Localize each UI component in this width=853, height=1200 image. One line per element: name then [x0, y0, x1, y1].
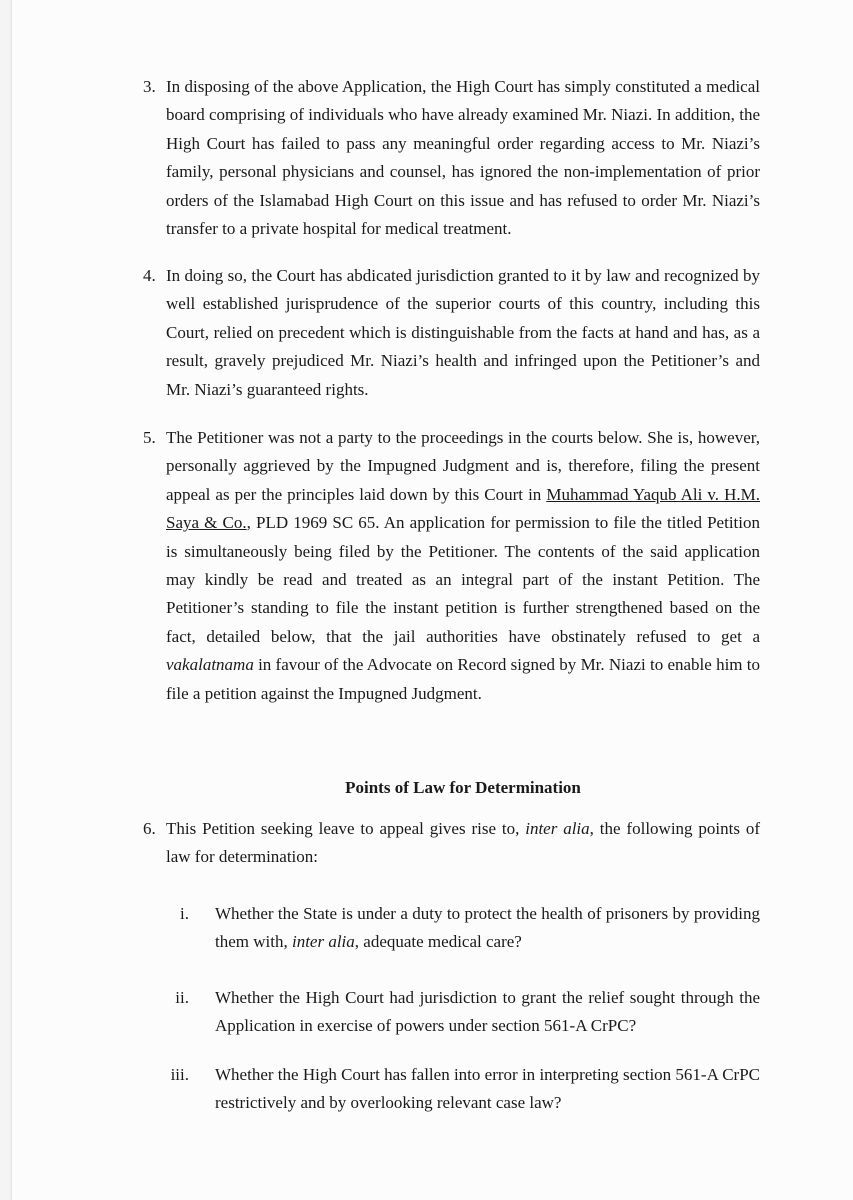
italic-term: inter alia [291, 932, 355, 952]
case-citation-link: Muhammad Yaqub Ali v. H.M. Saya & Co. [166, 484, 761, 533]
paragraph-5-part3: in favour of the Advocate on Record signed by Mr. Niazi to enable him to file a petition against the Impugned Judgment. [166, 655, 760, 703]
section-heading: Points of Law for Determination [345, 778, 581, 797]
paragraph-4-text: In doing so, the Court has abdicated jurisdiction granted to it by law and recognized by well established jurisprudence of the superior courts of this country, including this Court, relied on precedent which is distinguishable from the facts at hand and has, as a result, gravely prejudiced Mr. Niazi’s health and infringed upon the Petitioner’s and Mr. Niazi’s guaranteed rights. [166, 266, 760, 399]
paragraph-number: 5. [143, 428, 156, 447]
point-i-text [215, 900, 760, 957]
paragraph-number: 6. [143, 819, 156, 838]
paragraph-6-text [166, 815, 760, 872]
point-i-part1: Whether the State is under a duty to protect the health of prisoners by providing them with, [215, 904, 760, 952]
point-iii-text: Whether the High Court has fallen into error in interpreting section 561-A CrPC restrictively and by overlooking relevant case law? [215, 1065, 760, 1113]
paragraph-5-text [166, 424, 760, 708]
paragraph-5-part1: The Petitioner was not a party to the proceedings in the courts below. She is, however, personally aggrieved by the Impugned Judgment and is, therefore, filing the present appeal as per the principles laid down by this Court in [166, 428, 760, 504]
paragraph-6-part2: , the following points of law for determination: [166, 819, 761, 867]
paragraph-number: 3. [143, 77, 156, 96]
point-numeral: i. [180, 904, 189, 923]
italic-term: vakalatnama [166, 655, 254, 675]
point-i-part2: , adequate medical care? [354, 932, 522, 952]
point-numeral: ii. [175, 988, 189, 1007]
point-numeral: iii. [170, 1065, 189, 1084]
paragraph-6-part1: This Petition seeking leave to appeal gives rise to, [166, 819, 526, 838]
paragraph-3-text: In disposing of the above Application, the High Court has simply constituted a medical board comprising of individuals who have already examined Mr. Niazi. In addition, the High Court has failed to pass any meaningful order regarding access to Mr. Niazi’s family, personal physicians and counsel, has ignored the non-implementation of prior orders of the Islamabad High Court on this issue and has refused to order Mr. Niazi’s transfer to a private hospital for medical treatment. [166, 77, 760, 239]
paragraph-number: 4. [143, 266, 156, 285]
point-ii-text: Whether the High Court had jurisdiction to grant the relief sought through the Application in exercise of powers under section 561-A CrPC? [215, 988, 760, 1036]
italic-term: inter alia [525, 819, 590, 838]
paragraph-5-part2: , PLD 1969 SC 65. An application for permission to file the titled Petition is simultaneously being filed by the Petitioner. The contents of the said application may kindly be read and treated as an integral part of the instant Petition. The Petitioner’s standing to file the instant petition is further strengthened based on the fact, detailed below, that the jail authorities have obstinately refused to get a [166, 513, 760, 646]
document-page [12, 0, 853, 1200]
